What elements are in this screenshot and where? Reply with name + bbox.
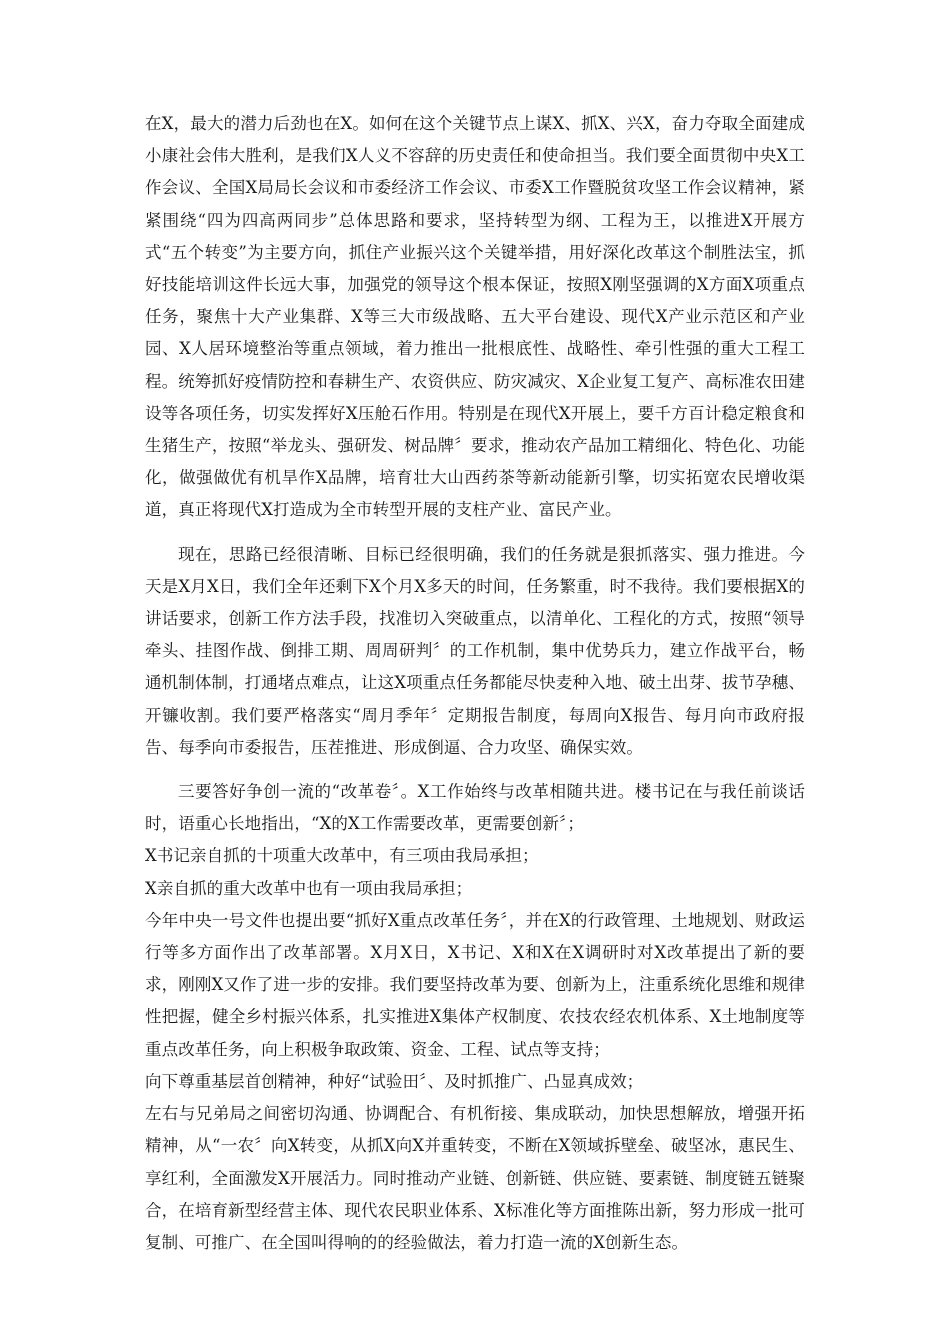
paragraph-6: 今年中央一号文件也提出要“抓好X重点改革任务〞，并在X的行政管理、土地规划、财政运行等多方面作出了改革部署。X月X日，X书记、X和X在X调研时对X改革提出了新的要求，刚刚X又作了进一步的安排。我们要坚持改革为要、创新为上，注重系统化思维和规律性把握，健全乡村振兴体系，扎实推进X集体产权制度、农技农经农机体系、X土地制度等重点改革任务，向上积极争取政策、资金、工程、试点等支持；	[145, 910, 805, 1059]
paragraph-4: X书记亲自抓的十项重大改革中，有三项由我局承担；	[145, 846, 539, 866]
paragraph-2: 现在，思路已经很清晰、目标已经很明确，我们的任务就是狠抓落实、强力推进。今天是X月X日，我们全年还剩下X个月X多天的时间，任务繁重，时不我待。我们要根据X的讲话要求，创新工作方法手段，找准切入突破重点，以清单化、工程化的方式，按照“领导牵头、挂图作战、倒排工期、周周研判〞的工作机制，集中优势兵力，建立作战平台，畅通机制体制，打通堵点难点，让这X项重点任务都能尽快麦种入地、破土出芽、拔节孕穗、开镰收割。我们要严格落实“周月季年〞定期报告制度，每周向X报告、每月向市政府报告、每季向市委报告，压茬推进、形成倒逼、合力攻坚、确保实效。	[145, 544, 805, 757]
paragraph-7: 向下尊重基层首创精神，种好“试验田〞、及时抓推广、凸显真成效；	[145, 1071, 644, 1091]
paragraph-3: 三要答好争创一流的“改革卷〞。X工作始终与改革相随共进。楼书记在与我任前谈话时，语重心长地指出，“X的X工作需要改革，更需要创新〞；	[145, 782, 805, 834]
paragraph-5: X亲自抓的重大改革中也有一项由我局承担；	[145, 878, 473, 898]
document-page	[145, 108, 805, 1259]
paragraph-8: 左右与兄弟局之间密切沟通、协调配合、有机衔接、集成联动，加快思想解放，增强开拓精神，从“一农〞向X转变，从抓X向X并重转变，不断在X领域拆壁垒、破坚冰，惠民生、享红利，全面激发X开展活力。同时推动产业链、创新链、供应链、要素链、制度链五链聚合，在培育新型经营主体、现代农民职业体系、X标准化等方面推陈出新，努力形成一批可复制、可推广、在全国叫得响的的经验做法，着力打造一流的X创新生态。	[145, 1104, 805, 1252]
paragraph-1: 在X，最大的潜力后劲也在X。如何在这个关键节点上谋X、抓X、兴X，奋力夺取全面建成小康社会伟大胜利，是我们X人义不容辞的历史责任和使命担当。我们要全面贯彻中央X工作会议、全国X局局长会议和市委经济工作会议、市委X工作暨脱贫攻坚工作会议精神，紧紧围绕“四为四高两同步”总体思路和要求，坚持转型为纲、工程为王，以推进X开展方式“五个转变”为主要方向，抓住产业振兴这个关键举措，用好深化改革这个制胜法宝，抓好技能培训这件长远大事，加强党的领导这个根本保证，按照X刚坚强调的X方面X项重点任务，聚焦十大产业集群、X等三大市级战略、五大平台建设、现代X产业示范区和产业园、X人居环境整治等重点领域，着力推出一批根底性、战略性、牵引性强的重大工程工程。统筹抓好疫情防控和春耕生产、农资供应、防灾减灾、X企业复工复产、高标准农田建设等各项任务，切实发挥好X压舱石作用。特别是在现代X开展上，要千方百计稳定粮食和生猪生产，按照“举龙头、强研发、树品牌〞要求，推动农产品加工精细化、特色化、功能化，做强做优有机旱作X品牌，培育壮大山西药茶等新动能新引擎，切实拓宽农民增收渠道，真正将现代X打造成为全市转型开展的支柱产业、富民产业。	[145, 114, 805, 520]
